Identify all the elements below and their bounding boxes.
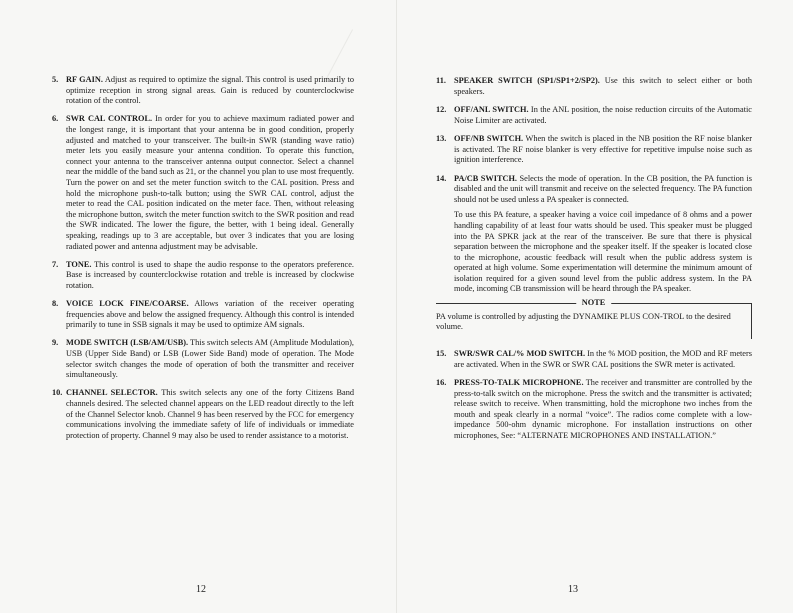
item-text: The receiver and transmitter are controlled by the press-to-talk switch on the microphone. Press the switch and the transmitter is activated; release switch to receive. When transmitting, hold the microphone two inches from the mouth and speak clearly in a normal “voice”. The radios come complete with a low-impedance 500-ohm dynamic microphone. For installation instructions on other microphones, See: “ALTERNATE MICROPHONES AND INSTALLATION.” xyxy=(454,378,752,441)
item-number: 6. xyxy=(52,114,59,124)
item-6 xyxy=(52,114,354,252)
item-heading: PA/CB SWITCH. xyxy=(454,173,518,183)
item-number: 11. xyxy=(436,76,446,85)
right-column xyxy=(436,76,752,449)
item-number: 14. xyxy=(436,173,447,183)
item-text: In order for you to achieve maximum radiated power and the longest range, it is important that your antenna be in good condition, properly adjusted and matched to your transceiver. The built-in SWR (standing wave ratio) meter lets you easily measure your antenna condition. To operate this function, connect your antenna to the transceiver antenna output connector. Select a channel near the middle of the band such as 21, or the channel you plan to use most frequently. Turn the power on and set the meter function switch to the CAL position. Press and hold the microphone push-to-talk button; using the SWR CAL control, adjust the meter to read the CAL position indicated on the meter face. Then, without releasing the microphone button, switch the meter function switch to the SWR position and read the SWR indicated. The lower the figure, the better, with 1 being ideal. Generally speaking, readings up to 3 are acceptable, but over 3 indicates that you are losing radiated power and antenna adjustment may be advisable. xyxy=(66,114,354,251)
item-heading: SPEAKER SWITCH (SP1/SP1+2/SP2). xyxy=(454,76,600,85)
item-heading: OFF/ANL SWITCH. xyxy=(454,104,529,114)
item-5 xyxy=(52,75,354,107)
item-13 xyxy=(436,134,752,166)
note-text: PA volume is controlled by adjusting the DYNAMIKE PLUS CON-TROL to the desired volume. xyxy=(436,311,731,332)
item-heading: OFF/NB SWITCH. xyxy=(454,133,524,143)
item-text: Adjust as required to optimize the signal. This control is used primarily to optimize reception in strong signal areas. Gain is reduced by counterclockwise rotation of the control. xyxy=(66,75,355,106)
item-number: 12. xyxy=(436,104,447,114)
item-7 xyxy=(52,260,354,292)
item-number: 9. xyxy=(52,338,59,348)
item-text: In the ANL position, the noise reduction circuits of the Automatic Noise Limiter are activated. xyxy=(454,104,752,125)
item-heading: RF GAIN. xyxy=(66,75,103,84)
note-title: NOTE xyxy=(576,298,612,309)
item-number: 16. xyxy=(436,378,447,388)
item-paragraph: To use this PA feature, a speaker having a voice coil impedance of 8 ohms and a power handling capability of at least four watts should be used. This speaker must be plugged into the PA SPKR jack at the rear of the transceiver. Be sure that there is physical separation between the microphone and the speaker itself. If the speaker is located close to the microphone, acoustic feedback will result when the public address system is operated at high volume. Some experimentation will determine the minimum amount of isolation required for a given sound level from the public address system. In the PA mode, incoming CB transmission will be heard through the PA speaker. xyxy=(454,210,752,294)
item-14 xyxy=(436,174,752,296)
item-heading: PRESS-TO-TALK MICROPHONE. xyxy=(454,378,584,388)
item-heading: TONE. xyxy=(66,259,92,269)
item-number: 15. xyxy=(436,349,447,359)
left-column xyxy=(52,75,354,449)
item-text: This switch selects AM (Amplitude Modulation), USB (Upper Side Band) or LSB (Lower Side Band) mode of operation. The Mode selector switch changes the mode of operation of both the transmitter and receiver simultaneously. xyxy=(66,338,354,380)
item-heading: SWR/SWR CAL/% MOD SWITCH. xyxy=(454,349,586,359)
item-8 xyxy=(52,299,354,331)
note-box xyxy=(436,297,752,339)
item-text: Selects the mode of operation. In the CB position, the PA function is disabled and the unit will transmit and receive on the selected frequency. The PA function should not be used unless a PA speaker is connected. xyxy=(454,173,752,204)
item-10 xyxy=(52,388,354,441)
item-heading: CHANNEL SELECTOR. xyxy=(66,388,158,398)
item-16 xyxy=(436,378,752,442)
item-12 xyxy=(436,105,752,126)
item-text: This control is used to shape the audio response to the operators preference. Base is increased by counterclockwise rotation and treble is increased by clockwise rotation. xyxy=(66,259,354,290)
page-number: 12 xyxy=(196,584,206,595)
item-text: Use this switch to select either or both speakers. xyxy=(454,76,752,96)
item-number: 5. xyxy=(52,75,59,84)
item-number: 13. xyxy=(436,133,447,143)
item-number: 7. xyxy=(52,259,59,269)
item-text: When the switch is placed in the NB position the RF noise blanker is activated. The RF noise blanker is very effective for repetitive impulse noise such as ignition interference. xyxy=(454,133,752,165)
item-heading: VOICE LOCK FINE/COARSE. xyxy=(66,299,189,309)
item-text: This switch selects any one of the forty Citizens Band channels desired. The selected channel appears on the LED readout directly to the left of the Channel Selector knob. Channel 9 has been reserved by the FCC for emergency communications involving the immediate safety of life of individuals or immediate protection of property. Channel 9 may also be used to render assistance to a motorist. xyxy=(66,388,354,440)
item-text: Allows variation of the receiver operating frequencies above and below the assigned frequency. Although this control is intended primarily to tune in SSB signals it may be used to optimize AM signals. xyxy=(66,299,354,330)
item-number: 8. xyxy=(52,299,59,309)
item-9 xyxy=(52,338,354,380)
right-page xyxy=(396,0,793,613)
left-page xyxy=(0,0,396,613)
item-text: In the % MOD position, the MOD and RF meters are activated. When in the SWR or SWR CAL positions the SWR meter is activated. xyxy=(454,349,752,369)
item-15 xyxy=(436,349,752,370)
page-number: 13 xyxy=(568,584,578,595)
item-heading: SWR CAL CONTROL. xyxy=(66,114,153,124)
item-11 xyxy=(436,76,752,97)
item-number: 10. xyxy=(52,388,63,398)
item-heading: MODE SWITCH (LSB/AM/USB). xyxy=(66,338,189,348)
